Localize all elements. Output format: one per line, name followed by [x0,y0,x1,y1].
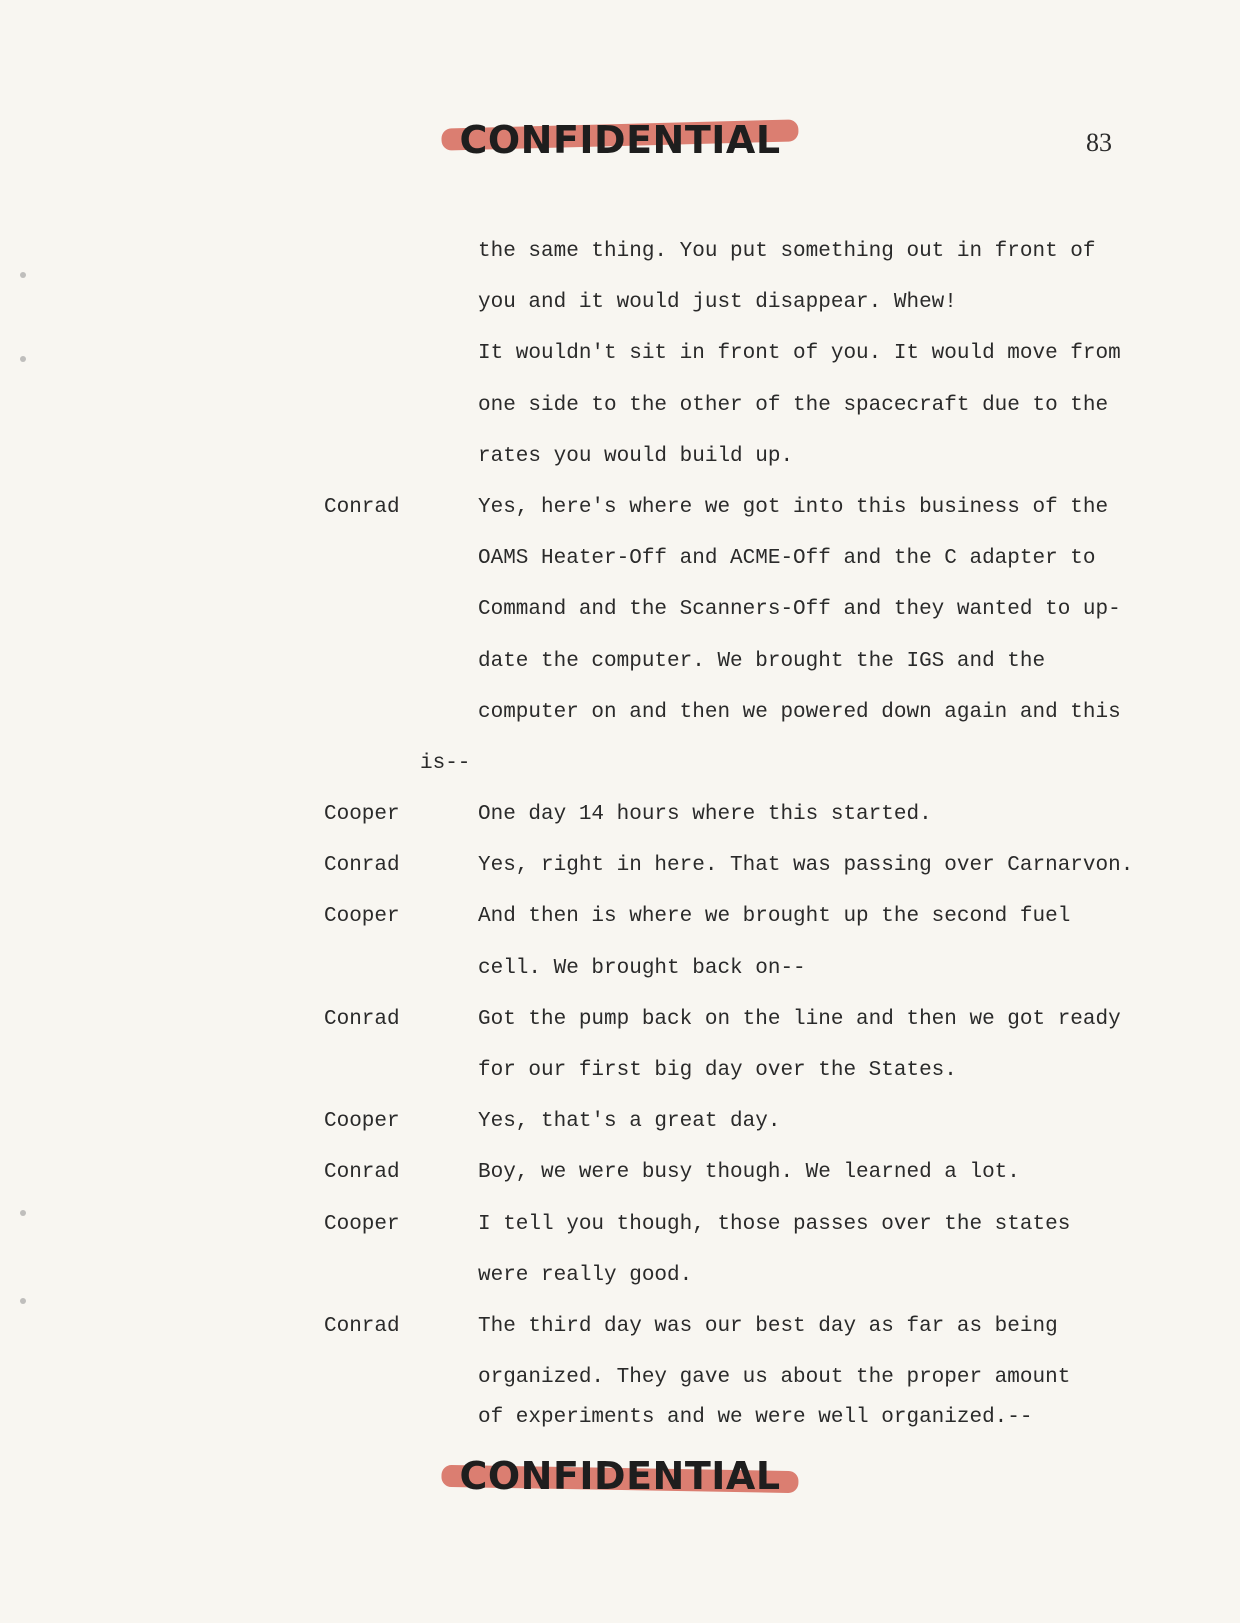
speaker-label: Cooper [324,1110,400,1134]
transcript-line [0,547,1240,598]
line-text: OAMS Heater-Off and ACME-Off and the C adapter to [478,547,1096,571]
transcript-line [0,240,1240,291]
line-text: organized. They gave us about the proper amount [478,1366,1071,1390]
line-text: date the computer. We brought the IGS and the [478,649,1046,673]
line-text: The third day was our best day as far as being [478,1314,1058,1338]
line-text: the same thing. You put something out in front of [478,240,1096,263]
speaker-label: Conrad [324,495,400,519]
transcript-line [0,1008,1240,1059]
line-text: I tell you though, those passes over the states [478,1212,1071,1236]
speaker-label: Conrad [324,854,400,878]
line-text: One day 14 hours where this started. [478,803,932,827]
transcript-line [0,957,1240,1008]
line-text: one side to the other of the spacecraft due to the [478,393,1109,417]
line-text: Boy, we were busy though. We learned a lot. [478,1161,1020,1185]
line-text: cell. We brought back on-- [478,956,806,980]
transcript-line [0,394,1240,445]
speaker-label: Cooper [324,803,400,827]
transcript-line [0,905,1240,956]
transcript-line [0,445,1240,496]
transcript-line [0,854,1240,905]
transcript-line [0,496,1240,547]
line-text: Got the pump back on the line and then we got ready [478,1007,1121,1031]
transcript-line [0,803,1240,854]
speaker-label: Conrad [324,1007,400,1031]
line-text: rates you would build up. [478,444,794,468]
transcript-line [0,1213,1240,1264]
page-number: 83 [1086,128,1112,157]
transcript-line [0,598,1240,649]
confidential-stamp-bottom: CONFIDENTIAL [459,1454,781,1498]
speaker-label: Cooper [324,905,400,929]
transcript-line [0,1315,1240,1366]
transcript-line [0,291,1240,342]
line-text: Command and the Scanners-Off and they wanted to up- [478,598,1121,622]
line-text: of experiments and we were well organized.-- [478,1406,1033,1430]
transcript-line [0,1406,1240,1457]
line-text: Yes, that's a great day. [478,1110,781,1134]
confidential-stamp-top: CONFIDENTIAL [459,118,781,162]
transcript-line [0,701,1240,752]
transcript-line [0,1110,1240,1161]
speaker-label: Conrad [324,1161,400,1185]
transcript-line [0,650,1240,701]
line-text: Yes, right in here. That was passing over Carnarvon. [478,854,1134,878]
transcript-line [0,1059,1240,1110]
transcript-line [0,1366,1240,1406]
line-text: is-- [420,751,471,775]
line-text: And then is where we brought up the second fuel [478,905,1071,929]
transcript-line [0,752,1240,803]
speaker-label: Conrad [324,1314,400,1338]
transcript-line [0,1264,1240,1315]
transcript-line [0,1161,1240,1212]
line-text: for our first big day over the States. [478,1059,957,1082]
line-text: were really good. [478,1263,693,1287]
line-text: Yes, here's where we got into this business of the [478,495,1109,519]
speaker-label: Cooper [324,1212,400,1236]
line-text: computer on and then we powered down again and this [478,700,1121,724]
transcript-line [0,342,1240,393]
line-text: you and it would just disappear. Whew! [478,291,957,315]
line-text: It wouldn't sit in front of you. It would move from [478,342,1121,366]
transcript [0,240,1240,1457]
